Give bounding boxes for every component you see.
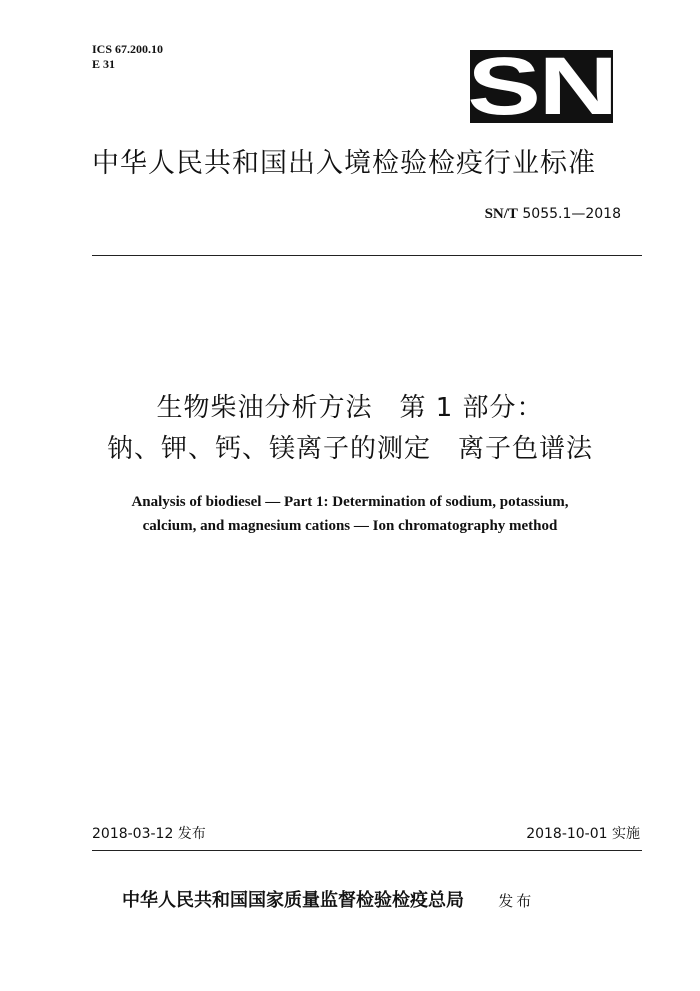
effective-date: 2018-10-01 实施 <box>526 826 640 842</box>
standard-number <box>485 206 621 223</box>
footer <box>122 886 534 912</box>
ics-block <box>92 42 163 72</box>
title-cn-line2: 钠、钾、钙、镁离子的测定 离子色谱法 <box>106 434 593 464</box>
title-en-line2: calcium, and magnesium cations — Ion chromatography method <box>142 518 558 534</box>
bottom-divider <box>92 850 642 851</box>
sn-logo <box>467 41 616 132</box>
sn-logo-text: SN <box>467 41 616 132</box>
issuing-authority: 中华人民共和国国家质量监督检验检疫总局 <box>122 890 464 911</box>
standard-prefix: SN/T <box>484 206 518 222</box>
issue-date: 2018-03-12 发布 <box>92 826 206 842</box>
title-cn-line1: 生物柴油分析方法 第 1 部分： <box>156 393 544 423</box>
ics-code: ICS 67.200.10 <box>92 42 164 56</box>
class-code: E 31 <box>92 57 116 71</box>
top-divider <box>92 255 642 256</box>
standard-id: 5055.1—2018 <box>522 206 621 222</box>
org-title: 中华人民共和国出入境检验检疫行业标准 <box>92 148 596 179</box>
title-en-line1: Analysis of biodiesel — Part 1: Determination of sodium, potassium, <box>131 494 569 510</box>
publish-label: 发布 <box>498 892 535 910</box>
